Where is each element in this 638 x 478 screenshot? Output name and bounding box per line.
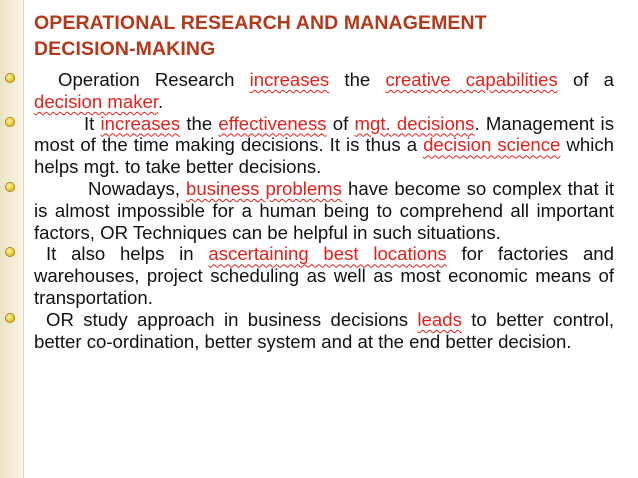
bullet-text: which helps mgt. to take better decisions. [34, 134, 614, 178]
slide-title-line-2: DECISION-MAKING [34, 38, 216, 60]
bullet-text: to better control, better co-ordination, better system and at the end better decision. [34, 308, 614, 352]
bullet-text: the [180, 112, 219, 134]
bullet-item-5 [0, 309, 638, 353]
bullet-text: It [84, 112, 101, 134]
highlighted-term: decision maker [34, 90, 159, 112]
gold-dot-bullet-icon [6, 118, 14, 126]
bullet-text: of a [557, 69, 614, 90]
highlighted-term: ascertaining best locations [208, 243, 447, 265]
gold-dot-bullet-icon [6, 248, 14, 256]
bullet-item-1 [0, 69, 638, 113]
slide-title [34, 10, 624, 62]
bullet-text: . [158, 90, 164, 112]
highlighted-term: effectiveness [218, 112, 327, 134]
bullet-text: of [326, 112, 355, 134]
gold-dot-bullet-icon [6, 183, 14, 191]
bullet-text: Operation Research [58, 69, 250, 90]
bullet-text: have become so complex that it is almost impossible for a human being to comprehend all important factors, OR Techniques can be helpful in such situations. [34, 177, 614, 243]
highlighted-term: increases [100, 112, 181, 134]
highlighted-term: creative capabilities [385, 69, 558, 90]
bullet-list [0, 69, 638, 352]
slide-title-line-1: OPERATIONAL RESEARCH AND MANAGEMENT [34, 12, 487, 34]
bullet-item-3 [0, 178, 638, 243]
highlighted-term: increases [249, 69, 330, 90]
bullet-text: for factories and warehouses, project scheduling as well as most economic means of transportation. [34, 243, 614, 308]
bullet-text: . Management is most of the time making decisions. It is thus a [34, 112, 614, 156]
gold-dot-bullet-icon [6, 74, 14, 82]
highlighted-term: decision science [423, 134, 561, 156]
bullet-text: the [329, 69, 386, 90]
bullet-text: Nowadays, [88, 177, 187, 199]
highlighted-term: mgt. decisions [354, 112, 475, 134]
highlighted-term: leads [417, 308, 462, 330]
gold-dot-bullet-icon [6, 314, 14, 322]
bullet-item-4 [0, 243, 638, 308]
bullet-text: OR study approach in business decisions [46, 308, 418, 330]
highlighted-term: business problems [186, 177, 342, 199]
bullet-text: It also helps in [46, 243, 209, 265]
bullet-item-2 [0, 113, 638, 178]
